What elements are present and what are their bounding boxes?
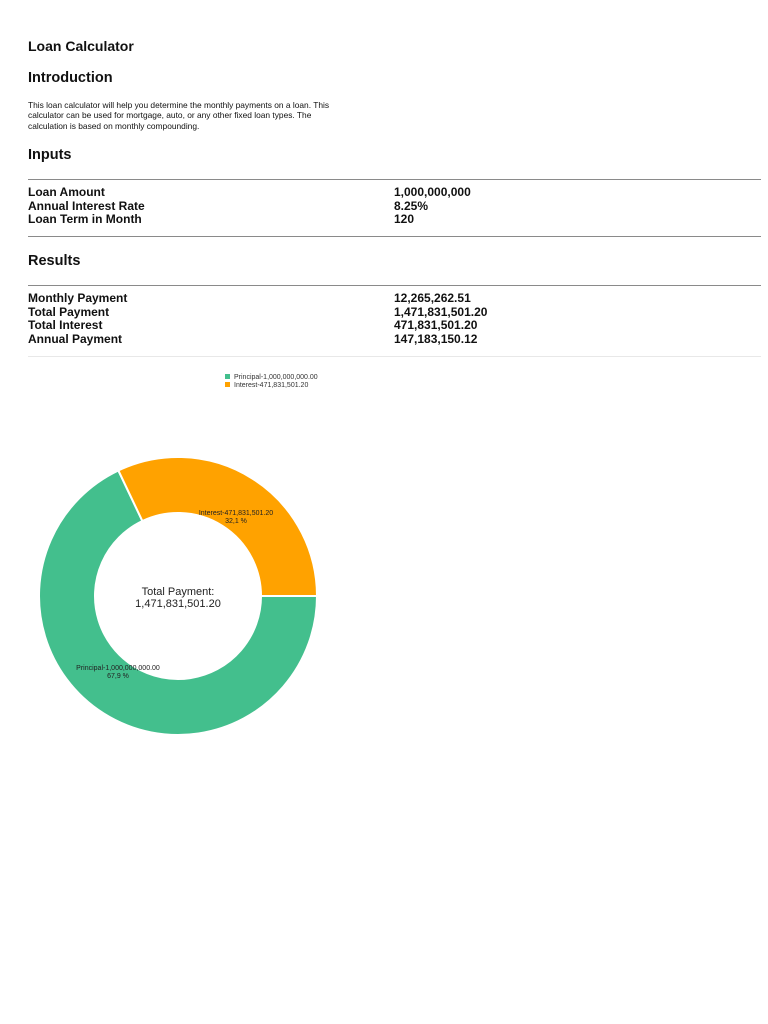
input-value-interest-rate: 8.25% — [394, 198, 429, 213]
result-label-annual-payment: Annual Payment — [28, 332, 123, 347]
result-label-total-payment: Total Payment — [28, 304, 110, 319]
result-value-monthly-payment: 12,265,262.51 — [394, 291, 471, 305]
introduction-text: This loan calculator will help you determine the monthly payments on a loan. This calculator can be used for mortgage, auto, or any other fixed loan types. The calculation is based on monthly compounding. — [28, 100, 330, 131]
slice-percent-principal: 67,9 % — [107, 673, 129, 680]
result-value-total-interest: 471,831,501.20 — [394, 318, 478, 333]
input-label-loan-amount: Loan Amount — [28, 185, 105, 199]
results-heading: Results — [28, 253, 81, 269]
payment-breakdown-chart — [0, 360, 380, 820]
table-row — [28, 333, 761, 347]
result-label-monthly-payment: Monthly Payment — [28, 291, 128, 305]
center-value: 1,471,831,501.20 — [135, 598, 221, 610]
inputs-top-divider — [28, 179, 761, 180]
legend-swatch-principal — [225, 374, 230, 379]
result-label-total-interest: Total Interest — [28, 318, 103, 333]
results-bottom-divider — [28, 356, 761, 357]
introduction-heading: Introduction — [28, 70, 113, 86]
table-row — [28, 319, 761, 333]
legend-label-interest: Interest-471,831,501.20 — [234, 382, 309, 389]
center-label: Total Payment: — [141, 586, 215, 598]
inputs-heading: Inputs — [28, 147, 72, 163]
chart-legend — [225, 374, 318, 389]
slice-percent-interest: 32,1 % — [225, 518, 247, 525]
inputs-bottom-divider — [28, 236, 761, 237]
legend-label-principal: Principal-1,000,000,000.00 — [234, 374, 318, 381]
table-row — [28, 186, 761, 200]
chart-center — [135, 586, 221, 610]
donut-chart-svg — [0, 360, 380, 820]
legend-swatch-interest — [225, 382, 230, 387]
table-row — [28, 213, 761, 227]
pie-slice-interest — [118, 457, 317, 596]
input-label-loan-term: Loan Term in Month — [28, 212, 142, 227]
result-value-annual-payment: 147,183,150.12 — [394, 332, 478, 347]
results-top-divider — [28, 285, 761, 286]
table-row — [28, 292, 761, 306]
results-table — [28, 292, 761, 347]
input-label-interest-rate: Annual Interest Rate — [28, 198, 145, 213]
input-value-loan-term: 120 — [394, 212, 415, 227]
page-title: Loan Calculator — [28, 38, 134, 54]
result-value-total-payment: 1,471,831,501.20 — [394, 304, 488, 319]
inputs-table — [28, 186, 761, 227]
table-row — [28, 200, 761, 214]
table-row — [28, 306, 761, 320]
slice-label-interest: Interest-471,831,501.20 — [198, 510, 274, 517]
slice-label-principal: Principal-1,000,000,000.00 — [76, 665, 160, 672]
input-value-loan-amount: 1,000,000,000 — [394, 185, 471, 199]
